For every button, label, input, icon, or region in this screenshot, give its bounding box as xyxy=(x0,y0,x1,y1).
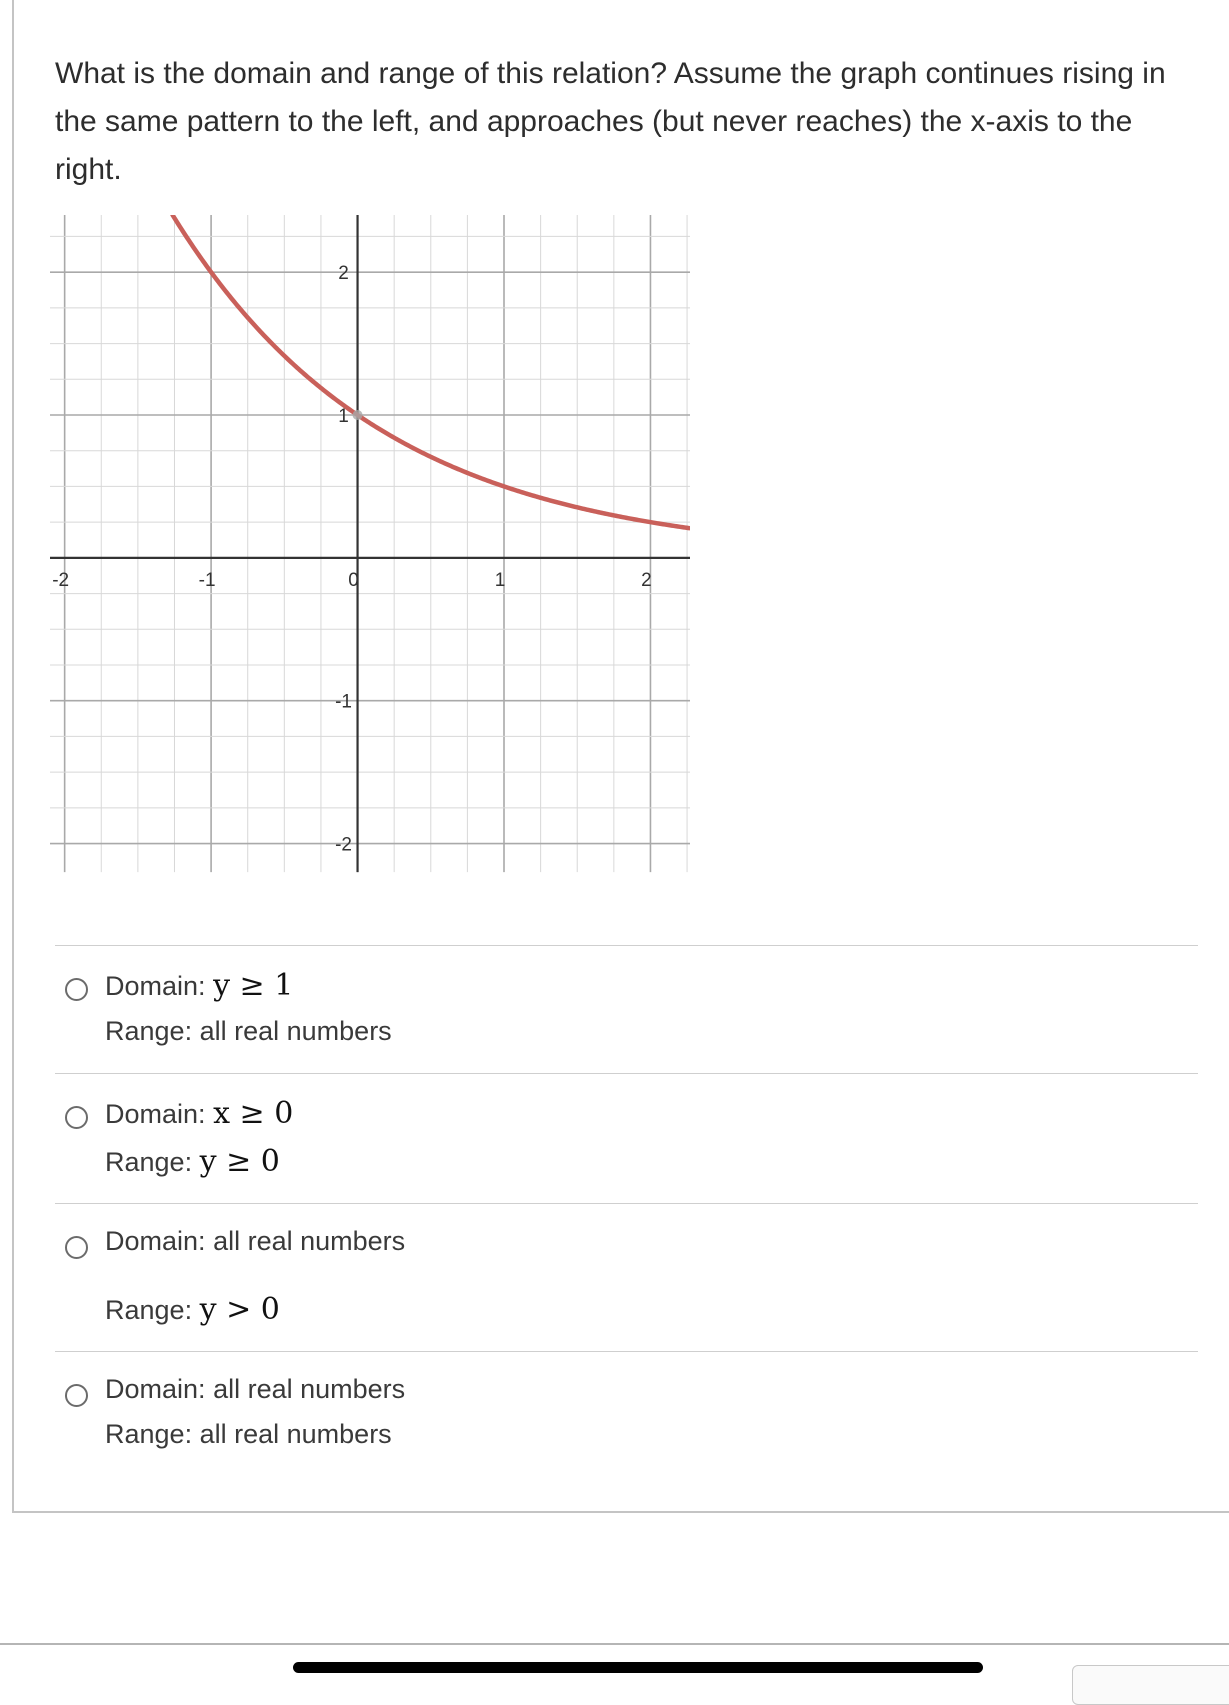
choice-3[interactable] xyxy=(55,1203,1198,1351)
choice-2-radio[interactable] xyxy=(65,1106,88,1129)
choice-2-range-label: Range: xyxy=(105,1147,193,1177)
x-tick-label: -1 xyxy=(198,569,216,591)
question-text: What is the domain and range of this relation? Assume the graph continues rising in the same pattern to the left, and approaches (but never reaches) the x-axis to the right. xyxy=(55,57,1166,186)
y-tick-label: -2 xyxy=(335,834,353,856)
choice-1[interactable] xyxy=(55,945,1198,1073)
corner-button[interactable] xyxy=(1072,1665,1229,1705)
graph xyxy=(50,215,690,875)
choice-4-radio[interactable] xyxy=(65,1384,88,1407)
choice-3-radio[interactable] xyxy=(65,1236,88,1259)
choice-4[interactable] xyxy=(55,1351,1198,1479)
choice-2[interactable] xyxy=(55,1073,1198,1203)
choice-3-range-label: Range: xyxy=(105,1295,193,1325)
x-tick-label: -2 xyxy=(52,569,70,591)
y-tick-label: 2 xyxy=(338,263,349,285)
choice-2-range-math: y ≥ 0 xyxy=(199,1144,280,1179)
choice-1-domain-math: y ≥ 1 xyxy=(213,968,294,1003)
footer-divider xyxy=(0,1643,1229,1645)
graph-svg xyxy=(50,215,690,875)
x-tick-label: 2 xyxy=(641,569,652,591)
choice-1-range-text: all real numbers xyxy=(199,1016,392,1046)
choice-2-domain-math: x ≥ 0 xyxy=(213,1096,294,1131)
y-tick-label: 1 xyxy=(338,406,349,427)
x-tick-label: 0 xyxy=(348,569,359,591)
choice-3-domain-label: Domain: xyxy=(105,1226,206,1256)
y-tick-label: -1 xyxy=(335,691,353,713)
choice-1-domain-label: Domain: xyxy=(105,971,206,1001)
choice-4-domain-label: Domain: xyxy=(105,1374,206,1404)
choice-1-radio[interactable] xyxy=(65,978,88,1001)
answer-choices xyxy=(55,945,1198,1479)
choice-3-range-math: y > 0 xyxy=(199,1292,280,1327)
choice-3-domain-text: all real numbers xyxy=(213,1226,406,1256)
y-intercept-point xyxy=(353,410,363,420)
home-indicator[interactable] xyxy=(293,1662,983,1673)
choice-4-domain-text: all real numbers xyxy=(213,1374,406,1404)
choice-1-range-label: Range: xyxy=(105,1016,193,1046)
choice-2-domain-label: Domain: xyxy=(105,1099,206,1129)
x-tick-label: 1 xyxy=(494,569,506,591)
choice-4-range-label: Range: xyxy=(105,1419,193,1449)
choice-4-range-text: all real numbers xyxy=(199,1419,392,1449)
